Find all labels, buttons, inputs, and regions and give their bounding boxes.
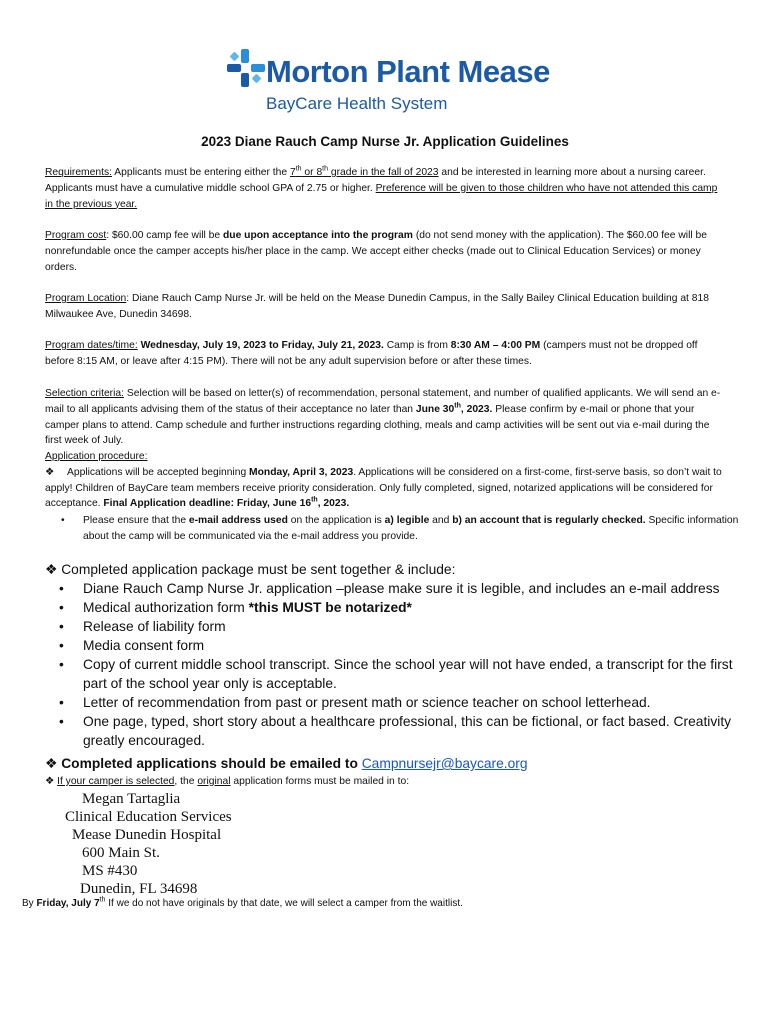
list-item: • Letter of recommendation from past or present math or science teacher on school letterhead. bbox=[45, 693, 735, 712]
requirements-paragraph bbox=[45, 165, 725, 212]
location-paragraph bbox=[45, 291, 725, 323]
diamond-bullet-icon: ❖ bbox=[45, 756, 62, 771]
procedure-i2-text: Please ensure that the bbox=[83, 515, 189, 526]
procedure-item-2 bbox=[45, 513, 743, 544]
footer-note bbox=[22, 898, 463, 909]
address-line: Dunedin, FL 34698 bbox=[80, 881, 198, 897]
address-line: Megan Tartaglia bbox=[82, 791, 181, 807]
dates-label: Program dates/time: bbox=[45, 340, 138, 351]
address-line: Clinical Education Services bbox=[65, 809, 232, 825]
footer-date: Friday, July 7 bbox=[36, 898, 100, 909]
procedure-i2-and: and bbox=[429, 515, 453, 526]
procedure-label-text: Application procedure: bbox=[45, 451, 148, 462]
procedure-i2-text2: on the application is bbox=[287, 515, 385, 526]
list-item: • Diane Rauch Camp Nurse Jr. application –please make sure it is legible, and includes an e-mail address bbox=[45, 579, 735, 598]
requirements-text: Applicants must be entering either the bbox=[111, 167, 290, 178]
list-item: • Copy of current middle school transcript. Since the school year will not have ended, a transcript for the first part of the school year only is acceptable. bbox=[45, 655, 735, 693]
mail-line bbox=[45, 774, 725, 790]
grade-8: or 8 bbox=[301, 167, 323, 178]
grade-8-sup: th bbox=[322, 165, 329, 173]
address-line: MS #430 bbox=[82, 863, 138, 879]
list-item: • One page, typed, short story about a healthcare professional, this can be fictional, or fact based. Creativity greatly encouraged. bbox=[45, 712, 735, 750]
package-heading-text: Completed application package must be sent together & include: bbox=[61, 562, 456, 577]
list-item bbox=[45, 598, 735, 617]
requirements-grade bbox=[290, 167, 439, 178]
dates-text: Camp is from bbox=[383, 340, 451, 351]
diamond-bullet-icon: ❖ bbox=[45, 562, 62, 577]
email-line-text: Completed applications should be emailed to bbox=[61, 756, 362, 771]
dates-hours: 8:30 AM – 4:00 PM bbox=[450, 340, 541, 351]
footer-text: If we do not have originals by that date, we will select a camper from the waitlist. bbox=[105, 898, 463, 909]
footer-sup: th bbox=[99, 896, 106, 904]
mail-text: , the bbox=[174, 776, 198, 787]
procedure-i2-checked: b) an account that is regularly checked. bbox=[452, 515, 646, 526]
mail-selected: If your camper is selected bbox=[57, 776, 175, 787]
dates-details: (campers must not be dropped off before 8:15 AM, or leave after 4:15 PM). There will not be any adult supervision before or after these times. bbox=[45, 340, 698, 367]
medical-notarized: *this MUST be notarized* bbox=[248, 600, 412, 615]
requirements-preference: Preference will be given to those children who have not attended this camp in the previous year. bbox=[45, 182, 718, 210]
requirements-label: Requirements: bbox=[45, 167, 112, 178]
package-heading bbox=[45, 560, 735, 579]
page-title: 2023 Diane Rauch Camp Nurse Jr. Application Guidelines bbox=[201, 134, 569, 149]
location-text: : Diane Rauch Camp Nurse Jr. will be held on the Mease Dunedin Campus, in the Sally Bailey Clinical Education building at 818 Milwaukee Ave, Dunedin 34698. bbox=[45, 293, 709, 320]
logo-brand: Morton Plant Mease bbox=[266, 54, 550, 89]
selection-date-sup: th bbox=[454, 402, 461, 410]
cross-flower-icon bbox=[226, 48, 266, 88]
procedure-i1-start: Monday, April 3, 2023 bbox=[249, 467, 354, 478]
selection-details: Please confirm by e-mail or phone that your camper plans to attend. Camp schedule and further instructions regarding clothing, meals and camp activities will be sent out via e-mail during the first week of July. bbox=[45, 403, 710, 447]
grade-fall: grade in the fall of 2023 bbox=[328, 167, 439, 178]
selection-label: Selection criteria: bbox=[45, 388, 124, 399]
mail-details: application forms must be mailed in to: bbox=[230, 776, 410, 787]
grade-7-sup: th bbox=[295, 165, 302, 173]
package-section bbox=[45, 560, 735, 750]
cost-details: (do not send money with the application). The $60.00 fee will be nonrefundable once the camper accepts his/her place in the camp. We accept either checks (made out to Clinical Education Services) or money orders. bbox=[45, 230, 707, 273]
procedure-i2-legible: a) legible bbox=[384, 515, 430, 526]
mail-original: original bbox=[197, 776, 231, 787]
address-line: 600 Main St. bbox=[82, 845, 160, 861]
medical-form: Medical authorization form bbox=[83, 600, 249, 615]
procedure-i2-email: e-mail address used bbox=[188, 515, 288, 526]
list-item: • Media consent form bbox=[45, 636, 735, 655]
procedure-i1-details: . Applications will be considered on a first-come, first-serve basis, so don’t wait to apply! Children of BayCare team members receive priority consideration. Only fully completed, signed, notarized applications will be considered for acceptance. bbox=[45, 467, 722, 510]
requirements-gpa: and be interested in learning more about a nursing career. Applicants must have a cumulative middle school GPA of 2.75 or higher. bbox=[45, 167, 706, 194]
selection-year: , 2023. bbox=[460, 403, 493, 415]
list-item: • Release of liability form bbox=[45, 617, 735, 636]
diamond-bullet-icon: ❖ bbox=[45, 776, 58, 787]
procedure-i2-details: Specific information about the camp will be communicated via the e-mail address you provide. bbox=[83, 515, 739, 542]
selection-text: Selection will be based on letter(s) of recommendation, personal statement, and number of qualified applicants. We will send an e-mail to all applicants advising them of the status of their acceptance no later than bbox=[45, 388, 721, 415]
package-list bbox=[45, 579, 735, 750]
dates-paragraph bbox=[45, 338, 725, 370]
location-label: Program Location bbox=[45, 293, 127, 304]
email-link[interactable]: Campnursejr@baycare.org bbox=[361, 756, 528, 771]
selection-date: June 30 bbox=[415, 403, 455, 415]
email-line bbox=[45, 754, 735, 773]
cost-paragraph bbox=[45, 228, 725, 275]
cost-label: Program cost bbox=[45, 230, 107, 241]
bullet-icon: • bbox=[61, 515, 65, 526]
logo-subtitle: BayCare Health System bbox=[266, 94, 448, 113]
procedure-label bbox=[45, 449, 725, 465]
procedure-item-1 bbox=[45, 465, 725, 512]
cost-text: : $60.00 camp fee will be bbox=[106, 230, 223, 241]
procedure-deadline-year: , 2023. bbox=[317, 498, 350, 510]
grade-7: 7 bbox=[289, 167, 296, 178]
selection-paragraph bbox=[45, 386, 725, 449]
logo bbox=[226, 46, 556, 116]
dates-range: Wednesday, July 19, 2023 to Friday, July 21, 2023. bbox=[137, 340, 384, 351]
diamond-bullet-icon: ❖ bbox=[45, 467, 55, 478]
footer-by: By bbox=[22, 898, 37, 909]
procedure-deadline-sup: th bbox=[311, 496, 318, 504]
selection-deadline bbox=[416, 404, 492, 415]
procedure-i1-deadline bbox=[103, 498, 349, 509]
procedure-i1-text: Applications will be accepted beginning bbox=[67, 467, 250, 478]
address-line: Mease Dunedin Hospital bbox=[72, 827, 222, 843]
cost-emphasis: due upon acceptance into the program bbox=[223, 230, 413, 241]
procedure-deadline-text: Final Application deadline: Friday, June 16 bbox=[103, 498, 312, 510]
